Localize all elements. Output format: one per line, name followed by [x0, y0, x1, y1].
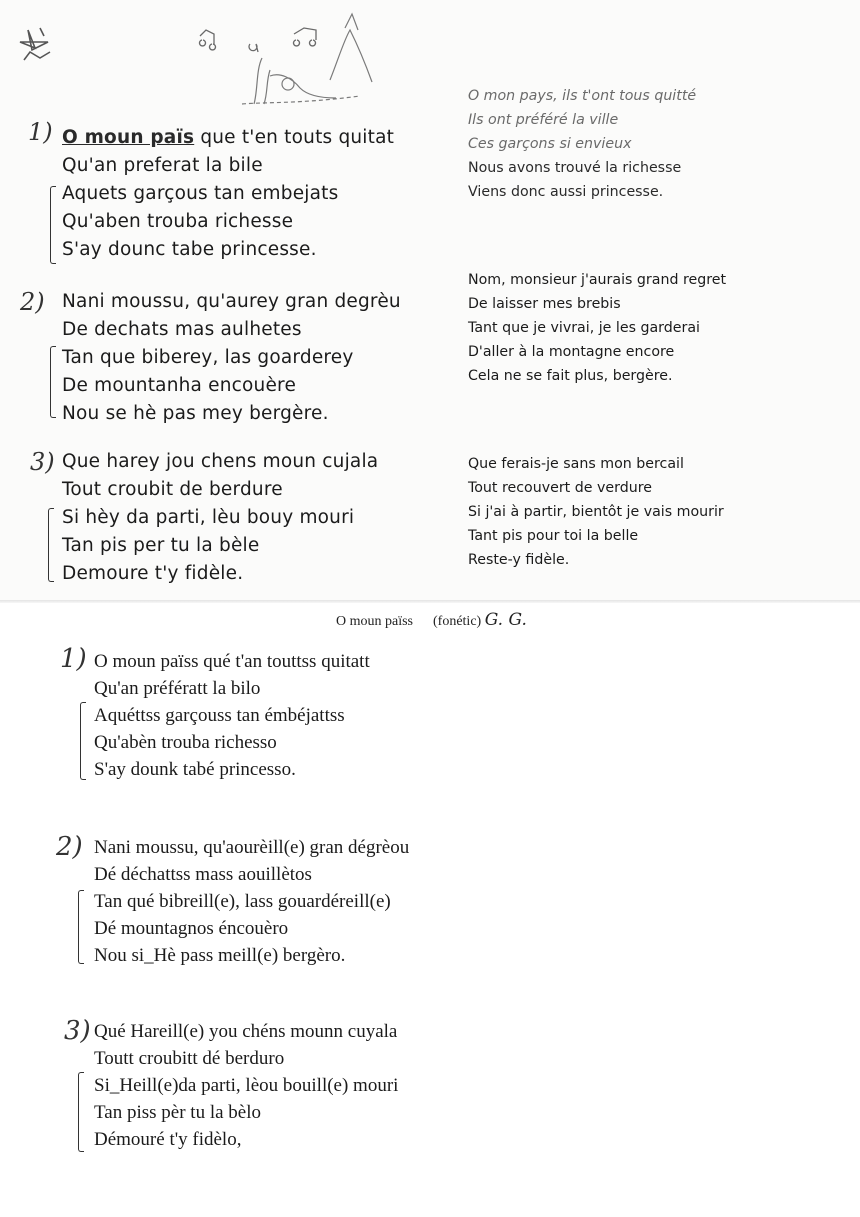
occitan-stanza-2 [62, 288, 401, 428]
translation-line: Tout recouvert de verdure [468, 480, 652, 496]
phonetic-line: Nani moussu, qu'aourèill(e) gran dégrèou [94, 837, 410, 858]
phonetic-stanza-2 [94, 834, 409, 969]
song-title: O moun païs [62, 127, 195, 148]
stanza-line: Que harey jou chens moun cujala [62, 451, 379, 472]
line-text: que t'en touts quitat [200, 127, 395, 148]
translation-line: De laisser mes brebis [468, 296, 621, 312]
translation-line: Ils ont préféré la ville [468, 112, 619, 128]
stanza-number: 3) [30, 448, 55, 476]
translation-line: O mon pays, ils t'ont tous quitté [468, 88, 697, 104]
occitan-stanza-1 [62, 124, 394, 264]
stanza-number: 2) [56, 832, 83, 862]
chorus-bracket [78, 890, 84, 964]
phonetic-line: Qu'abèn trouba richesso [94, 732, 277, 753]
translation-line: Nous avons trouvé la richesse [468, 160, 682, 176]
phonetic-line: O moun païss qué t'an touttss quitatt [94, 651, 370, 672]
phonetic-title: O moun païss [336, 614, 413, 629]
chorus-bracket [50, 186, 56, 264]
translation-line: Tant que je vivrai, je les garderai [468, 320, 700, 336]
mountain-sketch-icon [242, 14, 372, 104]
chorus-bracket [80, 702, 86, 780]
phonetic-stanza-3 [94, 1018, 398, 1153]
stanza-line: Demoure t'y fidèle. [62, 563, 244, 584]
stanza-line: Tan que biberey, las goarderey [62, 347, 354, 368]
phonetic-line: Toutt croubitt dé berduro [94, 1048, 285, 1069]
chorus-bracket [50, 346, 56, 418]
phonetic-line: Dé déchattss mass aouillètos [94, 864, 312, 885]
translation-line: Que ferais-je sans mon bercail [468, 456, 684, 472]
phonetic-line: Qué Hareill(e) you chéns mounn cuyala [94, 1021, 398, 1042]
music-notes-icon [200, 28, 316, 52]
doodle-illustration [0, 0, 860, 120]
stanza-line: Qu'aben trouba richesse [62, 211, 294, 232]
phonetic-note: (fonétic) [433, 614, 482, 629]
french-stanza-1 [468, 84, 696, 204]
stanza-line: Tout croubit de berdure [62, 479, 283, 500]
phonetic-line: Tan piss pèr tu la bèlo [94, 1102, 261, 1123]
phonetic-line: Si_Heill(e)da parti, lèou bouill(e) mouri [94, 1075, 399, 1096]
translation-line: Tant pis pour toi la belle [468, 528, 639, 544]
translation-line: Reste-y fidèle. [468, 552, 570, 568]
stanza-line: De mountanha encouère [62, 375, 297, 396]
translation-line: D'aller à la montagne encore [468, 344, 675, 360]
chorus-bracket [48, 508, 54, 582]
stanza-line: S'ay dounc tabe princesse. [62, 239, 317, 260]
stanza-line: Nani moussu, qu'aurey gran degrèu [62, 291, 401, 312]
author-initials: G. G. [484, 610, 527, 630]
stanza-number: 3) [64, 1016, 91, 1046]
translation-line: Si j'ai à partir, bientôt je vais mourir [468, 504, 724, 520]
translation-line: Viens donc aussi princesse. [468, 184, 664, 200]
stanza-line: Si hèy da parti, lèu bouy mouri [62, 507, 355, 528]
stanza-number: 1) [28, 118, 53, 146]
stanza-line: De dechats mas aulhetes [62, 319, 302, 340]
star-doodle-icon [20, 28, 50, 60]
stanza-line: Nou se hè pas mey bergère. [62, 403, 329, 424]
phonetic-line: Aquéttss garçouss tan émbéjattss [94, 705, 345, 726]
translation-line: Nom, monsieur j'aurais grand regret [468, 272, 727, 288]
stanza-number: 2) [20, 288, 45, 316]
phonetic-line: Dé mountagnos éncouèro [94, 918, 289, 939]
phonetic-line: Tan qué bibreill(e), lass gouardéreill(e) [94, 891, 391, 912]
stanza-line: Qu'an preferat la bile [62, 155, 263, 176]
translation-line: Ces garçons si envieux [468, 136, 632, 152]
phonetic-line: S'ay dounk tabé princesso. [94, 759, 296, 780]
occitan-stanza-3 [62, 448, 378, 588]
chorus-bracket [78, 1072, 84, 1152]
phonetic-line: Nou si_Hè pass meill(e) bergèro. [94, 945, 346, 966]
phonetic-heading [336, 610, 527, 630]
stanza-line: Tan pis per tu la bèle [62, 535, 260, 556]
stanza-line [62, 124, 394, 152]
stanza-number: 1) [60, 644, 87, 674]
phonetic-line: Démouré t'y fidèlo, [94, 1129, 242, 1150]
french-stanza-2 [468, 268, 726, 388]
phonetic-stanza-1 [94, 648, 370, 783]
french-stanza-3 [468, 452, 724, 572]
stanza-line: Aquets garçous tan embejats [62, 183, 339, 204]
phonetic-line: Qu'an préfératt la bilo [94, 678, 261, 699]
translation-line: Cela ne se fait plus, bergère. [468, 368, 673, 384]
